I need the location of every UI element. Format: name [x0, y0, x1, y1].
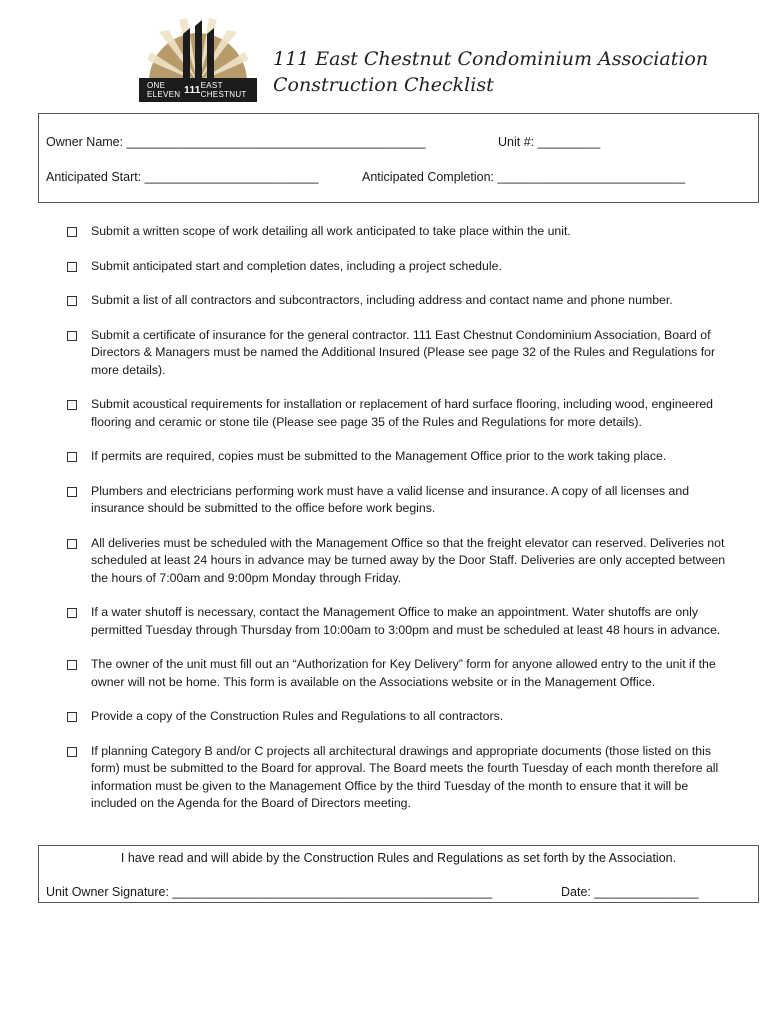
checkbox[interactable] — [67, 747, 77, 757]
checklist-item-text: If planning Category B and/or C projects all architectural drawings and appropriate documents (those listed on this form) must be submitted to the Board for approval. The Board meets the fourth Tuesday of each month therefore all information must be given to the Management Office by the third Tuesday of the month to ensure that it will be included on the Agenda for the Board of Directors meeting. — [91, 743, 719, 810]
checkbox[interactable] — [67, 712, 77, 722]
checklist-item-text: If a water shutoff is necessary, contact the Management Office to make an appointment. Water shutoffs are only permitted Tuesday through Thursday from 10:00am to 3:00pm and must be scheduled at least 48 hours in advance. — [91, 605, 721, 637]
checklist-item — [67, 708, 727, 726]
checkbox[interactable] — [67, 539, 77, 549]
anticipated-completion-field[interactable]: Anticipated Completion: ___________________________ — [362, 170, 686, 184]
checklist-item — [67, 604, 727, 639]
acknowledgement-statement: I have read and will abide by the Construction Rules and Regulations as set forth by the Association. — [120, 851, 677, 865]
checkbox[interactable] — [67, 227, 77, 237]
signature-box — [38, 845, 759, 903]
owner-signature-field[interactable]: Unit Owner Signature: ______________________________________________ — [46, 885, 493, 899]
checklist-item — [67, 396, 727, 431]
checklist-item — [67, 483, 727, 518]
checklist-item-text: The owner of the unit must fill out an “Authorization for Key Delivery” form for anyone allowed entry to the unit if the owner will not be home. This form is available on the Associations website or in the Management Office. — [91, 657, 716, 689]
checklist-item-text: Plumbers and electricians performing work must have a valid license and insurance. A copy of all licenses and insurance should be submitted to the office before work begins. — [91, 483, 690, 515]
owner-info-box — [38, 113, 759, 203]
construction-checklist — [67, 223, 727, 813]
page-title — [273, 46, 708, 98]
checkbox[interactable] — [67, 608, 77, 618]
checkbox[interactable] — [67, 331, 77, 341]
checkbox[interactable] — [67, 262, 77, 272]
checklist-item — [67, 327, 727, 380]
checklist-item — [67, 448, 727, 466]
logo-emblem-icon — [139, 12, 257, 82]
date-field[interactable]: Date: _______________ — [561, 885, 699, 899]
checklist-item-text: Submit acoustical requirements for installation or replacement of hard surface flooring, including wood, engineered flooring and ceramic or stone tile (Please see page 35 of the Rules and Regulations for more details). — [91, 397, 714, 429]
checkbox[interactable] — [67, 400, 77, 410]
unit-number-field[interactable]: Unit #: _________ — [498, 135, 601, 149]
checklist-item-text: Submit a written scope of work detailing all work anticipated to take place within the unit. — [91, 224, 571, 238]
checkbox[interactable] — [67, 487, 77, 497]
checklist-item — [67, 743, 727, 813]
checklist-item — [67, 223, 727, 241]
owner-name-field[interactable]: Owner Name: ___________________________________________ — [46, 135, 426, 149]
logo-number: 111 — [184, 84, 201, 96]
checklist-item — [67, 656, 727, 691]
checklist-item-text: Submit a list of all contractors and subcontractors, including address and contact name and phone number. — [91, 293, 673, 307]
association-logo — [139, 12, 257, 102]
checklist-item-text: Submit anticipated start and completion dates, including a project schedule. — [91, 258, 502, 273]
checklist-item — [67, 535, 727, 588]
anticipated-start-field[interactable]: Anticipated Start: _________________________ — [46, 170, 319, 184]
checkbox[interactable] — [67, 660, 77, 670]
checklist-item — [67, 258, 727, 276]
checklist-item — [67, 292, 727, 310]
logo-banner — [139, 78, 257, 102]
checklist-item-text: If permits are required, copies must be submitted to the Management Office prior to the work taking place. — [91, 449, 667, 463]
title-line-1: 111 East Chestnut Condominium Association — [273, 48, 709, 70]
title-line-2: Construction Checklist — [273, 74, 494, 96]
checklist-item-text: All deliveries must be scheduled with the Management Office so that the freight elevator can reserved. Deliveries not scheduled at least 24 hours in advance may be turned away by the Door Staff. Deliveries are only accepted between the hours of 7:00am and 9:00pm Monday through Friday. — [91, 535, 726, 585]
checkbox[interactable] — [67, 296, 77, 306]
checkbox[interactable] — [67, 452, 77, 462]
logo-left-text: ONE ELEVEN — [147, 81, 181, 99]
checklist-item-text: Provide a copy of the Construction Rules and Regulations to all contractors. — [91, 709, 504, 723]
logo-right-text: EAST CHESTNUT — [200, 81, 247, 99]
checklist-item-text: Submit a certificate of insurance for the general contractor. 111 East Chestnut Condominium Association, Board of Directors & Managers must be named the Additional Insured (Please see page 32 of the Rules and Regulations for more details). — [91, 327, 716, 377]
